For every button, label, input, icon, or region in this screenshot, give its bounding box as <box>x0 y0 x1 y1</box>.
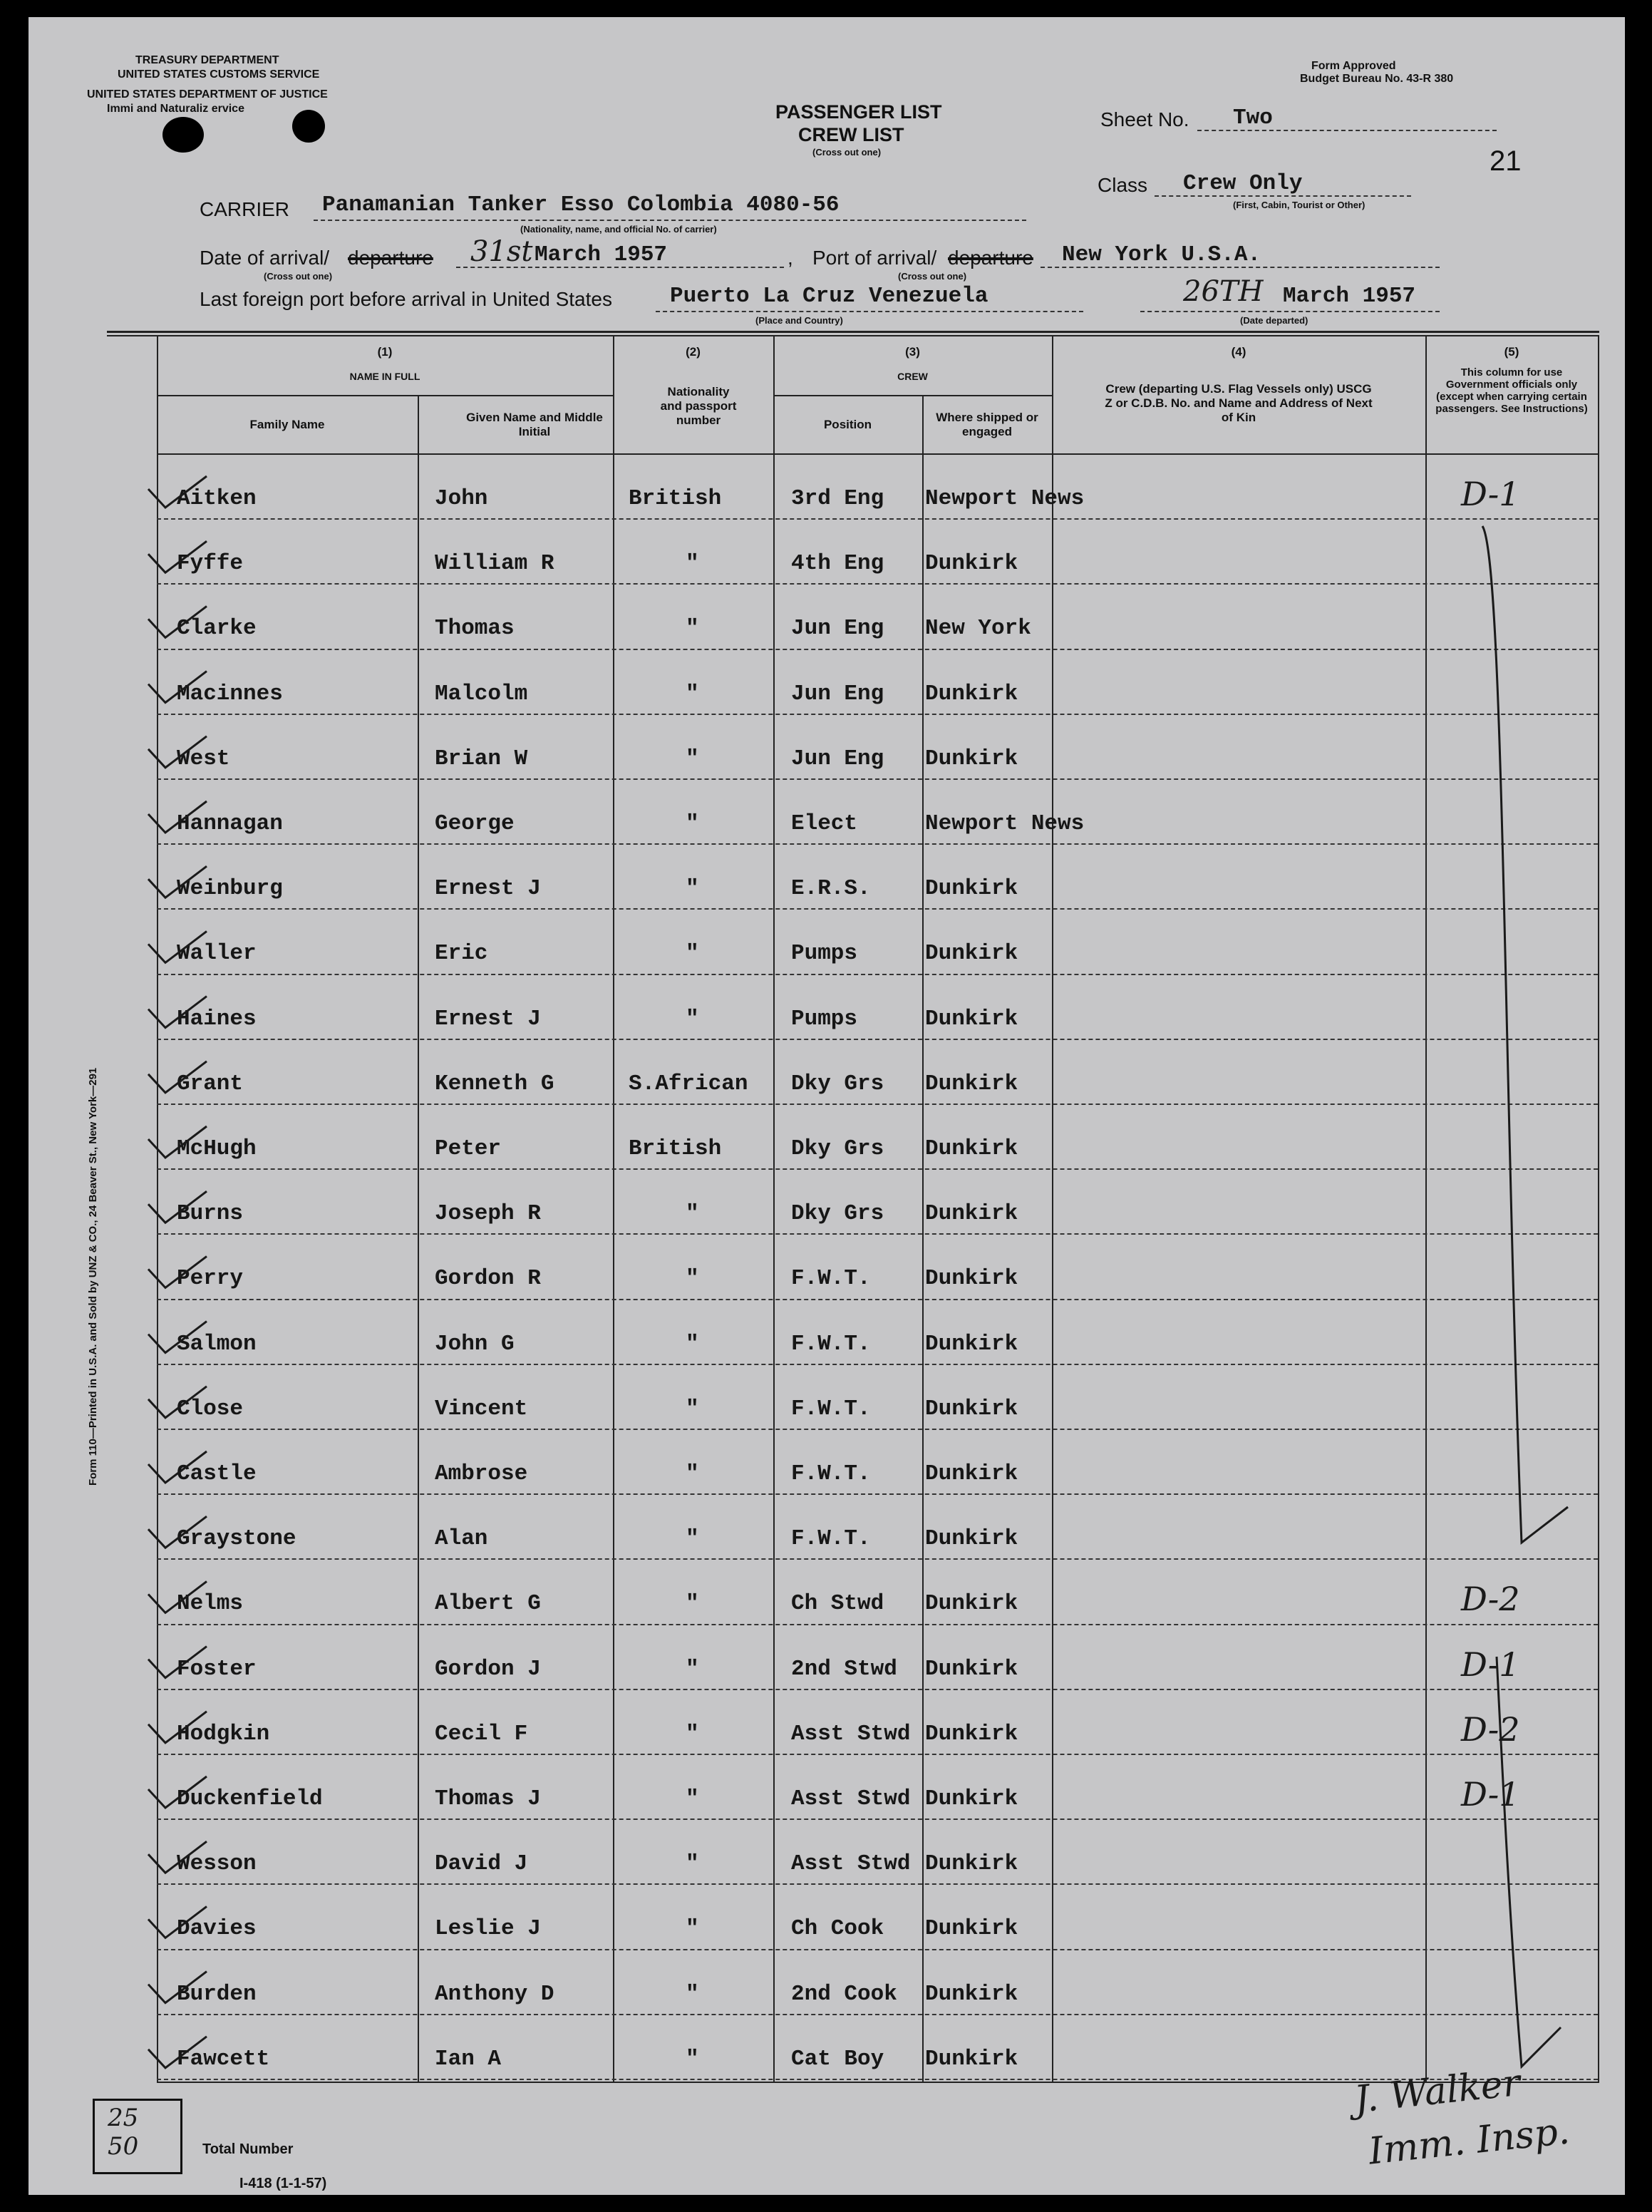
cell-given: Anthony D <box>435 1981 554 2007</box>
cell-family: Duckenfield <box>177 1786 323 1811</box>
cell-shipped: Newport News <box>925 486 1085 511</box>
cell-given: Kenneth G <box>435 1071 554 1096</box>
cell-position: Cat Boy <box>791 2046 884 2072</box>
check-mark-icon <box>148 2037 207 2068</box>
cell-family: Perry <box>177 1266 244 1292</box>
cell-nationality: " <box>686 1201 699 1227</box>
cell-nationality: " <box>686 1331 699 1357</box>
cell-family: Hodgkin <box>177 1721 270 1747</box>
check-mark-icon <box>148 997 207 1028</box>
total-bottom: 50 <box>108 2132 139 2161</box>
cell-position: F.W.T. <box>791 1461 871 1486</box>
check-mark-icon <box>148 801 207 833</box>
check-mark-icon <box>148 1061 207 1093</box>
check-mark-icon <box>148 672 207 703</box>
cell-family: West <box>177 746 230 771</box>
last-port-label: Last foreign port before arrival in United States <box>200 288 612 310</box>
check-mark-icon <box>148 541 207 572</box>
port-value: New York U.S.A. <box>1062 242 1261 267</box>
cell-nationality: " <box>686 1006 699 1032</box>
cell-position: Asst Stwd <box>791 1851 911 1877</box>
cell-position: 3rd Eng <box>791 486 884 511</box>
cell-gov-mark: D-1 <box>1461 1645 1520 1684</box>
cell-nationality: " <box>686 811 699 836</box>
cell-shipped: Dunkirk <box>925 1071 1018 1096</box>
check-mark-icon <box>148 1647 207 1678</box>
handwritten-marks <box>29 17 1625 2195</box>
cell-position: 2nd Cook <box>791 1981 897 2007</box>
budget-bureau: Budget Bureau No. 43-R 380 <box>1300 73 1454 85</box>
cell-position: F.W.T. <box>791 1266 871 1292</box>
cell-family: Fawcett <box>177 2046 270 2072</box>
cell-nationality: " <box>686 941 699 967</box>
check-mark-icon <box>148 1776 207 1808</box>
check-mark-icon <box>148 1126 207 1158</box>
cell-given: Joseph R <box>435 1201 541 1227</box>
class-label: Class <box>1098 174 1148 196</box>
cell-shipped: Dunkirk <box>925 1591 1018 1617</box>
signature-title: Imm. Insp. <box>1366 2109 1572 2174</box>
form-approved: Form Approved <box>1311 60 1396 72</box>
departed-handwritten: 26TH <box>1183 275 1264 308</box>
cell-shipped: Dunkirk <box>925 1266 1018 1292</box>
date-departure-struck: departure <box>348 247 433 269</box>
cell-shipped: Dunkirk <box>925 1981 1018 2007</box>
cell-shipped: Dunkirk <box>925 1201 1018 1227</box>
cell-gov-mark: D-1 <box>1461 475 1520 513</box>
cell-given: Malcolm <box>435 681 528 706</box>
shipped-header: Where shipped or engaged <box>936 411 1038 438</box>
cell-given: Thomas <box>435 616 515 642</box>
check-mark-icon <box>148 1191 207 1223</box>
crew-list-title: CREW LIST <box>798 124 904 145</box>
cell-given: Cecil F <box>435 1721 528 1747</box>
cell-position: Dky Grs <box>791 1136 884 1161</box>
total-box <box>93 2099 182 2174</box>
check-mark-icon <box>148 1451 207 1483</box>
side-printer-text: Form 110—Printed in U.S.A. and Sold by UNZ & CO., 24 Beaver St., New York—291 <box>87 1067 99 1486</box>
cell-nationality: " <box>686 1526 699 1552</box>
departed-value: March 1957 <box>1283 284 1416 309</box>
cell-position: Pumps <box>791 1006 858 1032</box>
col5-title: This column for use Government officials only (except when carrying certain passengers. See Instructions) <box>1435 366 1588 415</box>
sheet-value: Two <box>1233 106 1273 130</box>
cell-nationality: " <box>686 1266 699 1292</box>
sheet-label: Sheet No. <box>1100 108 1189 130</box>
cell-shipped: Dunkirk <box>925 1721 1018 1747</box>
col5-number: (5) <box>1504 345 1519 359</box>
cell-nationality: " <box>686 1981 699 2007</box>
cell-given: Peter <box>435 1136 502 1161</box>
carrier-label: CARRIER <box>200 198 290 220</box>
date-arrival-label: Date of arrival/ <box>200 247 330 269</box>
cell-gov-mark: D-1 <box>1461 1775 1520 1814</box>
cell-family: Graystone <box>177 1526 296 1552</box>
cell-shipped: Dunkirk <box>925 1396 1018 1421</box>
family-name-header: Family Name <box>249 418 325 431</box>
cell-family: McHugh <box>177 1136 257 1161</box>
cell-position: Jun Eng <box>791 746 884 771</box>
cell-nationality: " <box>686 1656 699 1682</box>
cell-nationality: " <box>686 746 699 771</box>
departed-note: (Date departed) <box>1240 315 1308 326</box>
check-mark-icon <box>148 476 207 508</box>
check-mark-icon <box>148 1972 207 2003</box>
cell-position: E.R.S. <box>791 876 871 902</box>
date-handwritten: 31st <box>470 235 533 268</box>
port-departure-struck: departure <box>948 247 1033 269</box>
check-mark-icon <box>148 1322 207 1353</box>
check-mark-icon <box>148 1841 207 1873</box>
cell-family: Wesson <box>177 1851 257 1877</box>
cell-nationality: " <box>686 1461 699 1486</box>
cell-given: John G <box>435 1331 515 1357</box>
last-port-value: Puerto La Cruz Venezuela <box>670 284 988 309</box>
cell-position: 4th Eng <box>791 551 884 577</box>
bracket-line-icon <box>1482 526 1568 2067</box>
cell-position: Asst Stwd <box>791 1786 911 1811</box>
cell-shipped: Dunkirk <box>925 1851 1018 1877</box>
col2-number: (2) <box>686 345 701 359</box>
cell-family: Macinnes <box>177 681 283 706</box>
cell-position: Pumps <box>791 941 858 967</box>
col1-title: NAME IN FULL <box>349 371 420 382</box>
check-mark-icon <box>148 606 207 637</box>
cell-family: Burden <box>177 1981 257 2007</box>
class-value: Crew Only <box>1183 171 1303 196</box>
title-note: (Cross out one) <box>812 147 882 158</box>
cell-family: Clarke <box>177 616 257 642</box>
cell-given: Vincent <box>435 1396 528 1421</box>
cell-family: Waller <box>177 941 257 967</box>
carrier-value: Panamanian Tanker Esso Colombia 4080-56 <box>322 192 840 217</box>
agency-line-1: TREASURY DEPARTMENT <box>135 54 279 66</box>
check-mark-icon <box>148 1516 207 1548</box>
cell-shipped: Dunkirk <box>925 1136 1018 1161</box>
cell-nationality: " <box>686 1851 699 1877</box>
signature: J. Walker <box>1352 2061 1523 2122</box>
cell-family: Haines <box>177 1006 257 1032</box>
cell-shipped: Dunkirk <box>925 746 1018 771</box>
cell-nationality: " <box>686 2046 699 2072</box>
cell-given: Eric <box>435 941 488 967</box>
passenger-list-title: PASSENGER LIST <box>775 101 942 123</box>
cell-shipped: Dunkirk <box>925 1331 1018 1357</box>
cell-family: Grant <box>177 1071 244 1096</box>
cell-shipped: Dunkirk <box>925 1786 1018 1811</box>
cell-position: Ch Stwd <box>791 1591 884 1617</box>
cell-nationality: British <box>629 1136 722 1161</box>
col4-title: Crew (departing U.S. Flag Vessels only) USCG Z or C.D.B. No. and Name and Address of Next of Kin <box>1105 382 1373 424</box>
col1-number: (1) <box>377 345 393 359</box>
given-name-header: Given Name and Middle Initial <box>466 411 603 438</box>
cell-gov-mark: D-2 <box>1461 1580 1520 1619</box>
cell-family: Weinburg <box>177 876 283 902</box>
cell-shipped: Dunkirk <box>925 1916 1018 1942</box>
cell-position: Dky Grs <box>791 1071 884 1096</box>
form-code: I-418 (1-1-57) <box>239 2176 327 2191</box>
cell-given: Gordon R <box>435 1266 541 1292</box>
cell-nationality: " <box>686 1916 699 1942</box>
cell-position: 2nd Stwd <box>791 1656 897 1682</box>
check-mark-icon <box>148 1712 207 1743</box>
cell-family: Salmon <box>177 1331 257 1357</box>
port-arrival-label: Port of arrival/ <box>812 247 937 269</box>
cell-shipped: Dunkirk <box>925 941 1018 967</box>
cell-given: George <box>435 811 515 836</box>
form-sheet <box>29 17 1625 2195</box>
cell-family: Castle <box>177 1461 257 1486</box>
check-mark-icon <box>148 931 207 962</box>
cell-position: Asst Stwd <box>791 1721 911 1747</box>
total-top: 25 <box>108 2104 139 2132</box>
cell-family: Foster <box>177 1656 257 1682</box>
cell-nationality: British <box>629 486 722 511</box>
cell-given: Ernest J <box>435 1006 541 1032</box>
cell-given: Brian W <box>435 746 528 771</box>
cell-given: Thomas J <box>435 1786 541 1811</box>
cell-position: F.W.T. <box>791 1526 871 1552</box>
port-note: (Cross out one) <box>898 271 967 282</box>
total-label: Total Number <box>202 2141 294 2157</box>
cell-family: Nelms <box>177 1591 244 1617</box>
check-mark-icon <box>148 736 207 768</box>
cell-shipped: Newport News <box>925 811 1085 836</box>
date-note: (Cross out one) <box>264 271 333 282</box>
cell-family: Fyffe <box>177 551 244 577</box>
cell-nationality: S.African <box>629 1071 748 1096</box>
cell-given: Ian A <box>435 2046 502 2072</box>
cell-nationality: " <box>686 1591 699 1617</box>
cell-position: F.W.T. <box>791 1331 871 1357</box>
check-mark-icon <box>148 1387 207 1418</box>
comma: , <box>788 247 793 269</box>
cell-nationality: " <box>686 681 699 706</box>
cell-shipped: Dunkirk <box>925 1006 1018 1032</box>
cell-nationality: " <box>686 616 699 642</box>
cell-family: Burns <box>177 1201 244 1227</box>
cell-position: Jun Eng <box>791 616 884 642</box>
col3-number: (3) <box>905 345 920 359</box>
cell-position: Ch Cook <box>791 1916 884 1942</box>
cell-nationality: " <box>686 1786 699 1811</box>
cell-given: John <box>435 486 488 511</box>
cell-family: Close <box>177 1396 244 1421</box>
cell-shipped: Dunkirk <box>925 2046 1018 2072</box>
cell-given: Albert G <box>435 1591 541 1617</box>
cell-shipped: Dunkirk <box>925 1656 1018 1682</box>
cell-given: William R <box>435 551 554 577</box>
cell-shipped: Dunkirk <box>925 1526 1018 1552</box>
class-note: (First, Cabin, Tourist or Other) <box>1233 200 1366 210</box>
cell-nationality: " <box>686 876 699 902</box>
agency-line-3: UNITED STATES DEPARTMENT OF JUSTICE <box>87 88 328 101</box>
page-number: 21 <box>1490 145 1522 177</box>
nationality-header: Nationality and passport number <box>660 385 737 427</box>
cell-shipped: Dunkirk <box>925 876 1018 902</box>
col4-number: (4) <box>1231 345 1246 359</box>
cell-family: Aitken <box>177 486 257 511</box>
last-port-note: (Place and Country) <box>755 315 843 326</box>
cell-position: Jun Eng <box>791 681 884 706</box>
cell-position: Elect <box>791 811 858 836</box>
col3-title: CREW <box>897 371 928 382</box>
cell-given: Ernest J <box>435 876 541 902</box>
cell-gov-mark: D-2 <box>1461 1709 1520 1749</box>
check-mark-icon <box>148 1256 207 1287</box>
cell-shipped: New York <box>925 616 1031 642</box>
cell-shipped: Dunkirk <box>925 1461 1018 1486</box>
check-mark-icon <box>148 1581 207 1612</box>
position-header: Position <box>823 418 872 431</box>
cell-given: Ambrose <box>435 1461 528 1486</box>
cell-shipped: Dunkirk <box>925 551 1018 577</box>
check-mark-icon <box>148 866 207 897</box>
cell-family: Hannagan <box>177 811 283 836</box>
agency-line-2: UNITED STATES CUSTOMS SERVICE <box>118 68 320 81</box>
carrier-note: (Nationality, name, and official No. of carrier) <box>520 224 717 235</box>
cell-nationality: " <box>686 551 699 577</box>
cell-nationality: " <box>686 1396 699 1421</box>
cell-family: Davies <box>177 1916 257 1942</box>
cell-position: Dky Grs <box>791 1201 884 1227</box>
date-value: March 1957 <box>535 242 668 267</box>
cell-given: Alan <box>435 1526 488 1552</box>
cell-given: Leslie J <box>435 1916 541 1942</box>
check-mark-icon <box>148 1906 207 1938</box>
cell-given: David J <box>435 1851 528 1877</box>
cell-nationality: " <box>686 1721 699 1747</box>
cell-position: F.W.T. <box>791 1396 871 1421</box>
agency-line-4: Immi and Naturaliz ervice <box>107 103 244 115</box>
cell-shipped: Dunkirk <box>925 681 1018 706</box>
cell-given: Gordon J <box>435 1656 541 1682</box>
